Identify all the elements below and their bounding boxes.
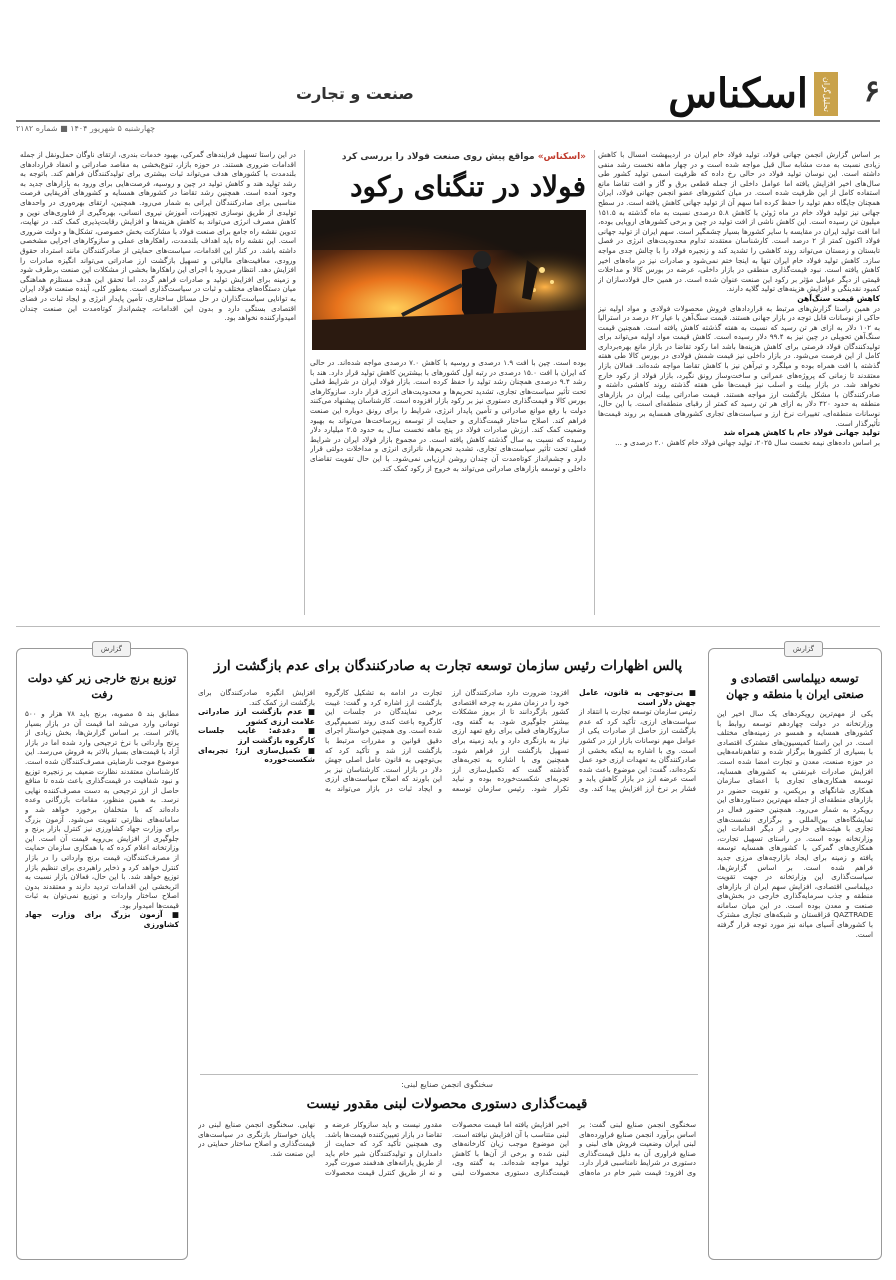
report-badge: گزارش xyxy=(92,641,131,657)
page-number: ۶ xyxy=(863,74,880,109)
lead-kicker xyxy=(310,152,586,162)
lead-body-right xyxy=(598,150,880,610)
steelworker-image xyxy=(312,210,586,350)
report-badge: گزارش xyxy=(784,641,823,657)
article-headline: قیمت‌گذاری دستوری محصولات لبنی مقدور نیست xyxy=(306,1096,588,1112)
lead-subhead-2: تولید جهانی فولاد خام با کاهش همراه شد xyxy=(723,428,880,438)
lead-photo xyxy=(312,210,586,350)
lead-body-right-text: بر اساس گزارش انجمن جهانی فولاد، تولید فولاد خام ایران در اردیبهشت امسال با کاهش زیادی نسبت به مدت مشابه سال قبل مواجه شده است و در چهار ماهه نخست رشد منفی داشته است. این نوسان تولید فولاد در حالی رخ داده که ظرفیت اسمی تولید کشور طی سال‌های اخیر افزایش یافته اما عوامل داخلی از جمله قطعی برق و گاز و افت تقاضا مانع استفاده کامل از این ظرفیت شده است. در میان کشورهای عضو انجمن جهانی فولاد، ایران همچنان جایگاه دهم تولید را حفظ کرده اما سهم آن از تولید جهانی کاهش یافته است. در سطح جهانی نیز تولید فولاد خام در ماه ژوئن با کاهش ۵.۸ درصدی نسبت به ماه گذشته به ۱۵۱.۵ میلیون تن رسیده است. این کاهش ناشی از افت تولید در چین و برخی کشورهای اروپایی بوده، اما افت تولید ایران در مقایسه با سایر کشورها بسیار چشمگیر است. سهم ایران از تولید جهانی فولاد اکنون کمتر از ۲ درصد است. کارشناسان معتقدند تداوم محدودیت‌های انرژی در فصل تابستان و زمستان می‌تواند روند کاهشی را تشدید کند و زنجیره فولاد را با چالش جدی مواجه سازد. کاهش تولید فولاد خام ایران تنها به اینجا ختم نمی‌شود و صادرات نیز در ماه‌های اخیر کاهش یافته است. نبود قیمت‌گذاری منطقی در بازار داخلی، عرضه در بورس کالا و مداخلات قیمتی از دیگر عوامل مؤثر بر رکود این صنعت عنوان شده است. در همین حال فولادسازان از کمبود نقدینگی و افزایش هزینه‌های تولید گلایه دارند. xyxy=(598,150,880,294)
article-subhead: ■ عدم بازگشت ارز صادراتی علامت ارزی کشور xyxy=(198,707,315,726)
article-subhead: ■ آزمون بزرگ برای وزارت جهاد کشاورزی xyxy=(25,910,179,930)
lead-subhead-1: کاهش قیمت سنگ‌آهن xyxy=(797,293,880,303)
lead-body-center: بوده است. چین با افت ۱.۹ درصدی و روسیه با کاهش ۷.۰ درصدی مواجه شده‌اند. در حالی که ایران با افت ۱۵.۰ درصدی در رتبه اول کشورهای با بیشترین کاهش تولید قرار دارد. هند با رشد ۹.۴ درصدی همچنان رشد تولید را حفظ کرده است. بازار فولاد ایران در شرایط فعلی تحت تأثیر سیاست‌های تجاری، تشدید تحریم‌ها و محدودیت‌های انرژی قرار دارد. سازوکارهای بورس کالا و قیمت‌گذاری دستوری نیز بر رکود بازار افزوده است. کارشناسان پیشنهاد می‌کنند دولت با رفع موانع صادراتی و تأمین پایدار انرژی، شرایط را برای رونق دوباره این صنعت فراهم کند. اصلاح ساختار قیمت‌گذاری و حمایت از توسعه زیرساخت‌ها می‌تواند به بهبود وضعیت کمک کند. ارزش صادرات فولاد در پنج ماهه نخست سال به حدود ۲.۵ میلیارد دلار رسیده که نسبت به سال گذشته کاهش یافته است. در مجموع بازار فولاد ایران در شرایط فعلی تحت تأثیر سیاست‌های تجاری، تشدید تحریم‌ها، ناترازی انرژی و مداخلات دولتی قرار دارد و چشم‌انداز کوتاه‌مدت آن چندان روشن ارزیابی نمی‌شود. با این حال تقویت تقاضای داخلی و توسعه بازارهای صادراتی می‌تواند به خروج از رکود کمک کند. xyxy=(310,358,586,473)
lead-kicker-text: مواقع پیش روی صنعت فولاد را بررسی کرد xyxy=(341,152,538,162)
report-box-left xyxy=(16,645,188,1260)
article-body-text: رئیس سازمان توسعه تجارت با انتقاد از سیاست‌های ارزی، تأکید کرد که عدم بازگشت ارز حاصل از صادرات یکی از عوامل مهم نوسانات بازار ارز در کشور است. وی با اشاره به اینکه بخشی از صادرکنندگان به تعهدات ارزی خود عمل نکرده‌اند، گفت: این موضوع باعث شده است عرضه ارز در بازار کاهش یابد و فشار بر نرخ ارز افزایش پیدا کند. وی افزود: ضرورت دارد صادرکنندگان ارز خود را در زمان مقرر به چرخه اقتصادی کشور بازگردانند تا از بروز مشکلات بیشتر جلوگیری شود. به گفته وی، سازوکارهای فعلی برای رفع تعهد ارزی نیاز به بازنگری دارد و باید زمینه برای تسهیل بازگشت ارز فراهم شود. همچنین وی با اشاره به تجربه‌های گذشته گفت که تکمیل‌سازی ارز تجربه‌ای شکست‌خورده بوده و نباید تکرار شود. رئیس سازمان توسعه تجارت در ادامه به تشکیل کارگروه بازگشت ارز اشاره کرد و گفت: غیبت برخی نمایندگان در جلسات این کارگروه باعث کندی روند تصمیم‌گیری شده است. وی همچنین خواستار اجرای دقیق قوانین و مقررات مرتبط با بازگشت ارز شد و تأکید کرد که بی‌توجهی به قانون عامل اصلی جهش دلار در بازار است. کارشناسان نیز بر این باورند که اصلاح سیاست‌های ارزی و ایجاد ثبات در بازار می‌تواند به افزایش انگیزه صادرکنندگان برای بازگشت ارز کمک کند. xyxy=(198,688,696,793)
section-title: صنعت و تجارت xyxy=(296,84,414,103)
report-box-right xyxy=(708,645,882,1260)
article-subhead: ■ بی‌توجهی به قانون، عامل جهش دلار است xyxy=(579,688,696,707)
article-subhead: ■ دغدغه: غایب جلسات کارگروه بازگشت ارز xyxy=(198,726,315,745)
lead-headline: فولاد در تنگنای رکود xyxy=(350,170,586,203)
article-body: سخنگوی انجمن صنایع لبنی گفت: بر اساس برآورد انجمن صنایع فراورده‌های لبنی ایران وضعیت فروش های لبنی و صنایع فراوری آن به دلیل قیمت‌گذاری دستوری در شرایط نامناسبی قرار دارد. وی افزود: قیمت شیر خام در ماه‌های اخیر افزایش یافته اما قیمت محصولات لبنی متناسب با آن افزایش نیافته است. این موضوع موجب زیان کارخانه‌های لبنی شده و برخی از آن‌ها با کاهش تولید مواجه شده‌اند. به گفته وی، قیمت‌گذاری دستوری محصولات لبنی مقدور نیست و باید سازوکار عرضه و تقاضا در بازار تعیین‌کننده قیمت‌ها باشد. وی همچنین تأکید کرد که حمایت از دامداران و تولیدکنندگان شیر خام باید از طریق یارانه‌های هدفمند صورت گیرد و نه از طریق کنترل قیمت محصولات نهایی. سخنگوی انجمن صنایع لبنی در پایان خواستار بازنگری در سیاست‌های قیمت‌گذاری و اصلاح ساختار حمایتی در این صنعت شد. xyxy=(198,1120,696,1177)
logo-tagline: تحلیل‌گران xyxy=(814,72,838,116)
newspaper-logo: اسکناس xyxy=(668,70,808,117)
dateline: چهارشنبه ۵ شهریور ۱۴۰۴ ■ شماره ۲۱۸۲ xyxy=(16,124,156,133)
horizontal-rule xyxy=(16,626,880,627)
column-divider xyxy=(304,150,305,615)
horizontal-rule xyxy=(200,1074,698,1075)
article-headline: توسعه دیپلماسی اقتصادی و صنعتی ایران با منطقه و جهان xyxy=(726,672,864,701)
article-body: یکی از مهم‌ترین رویکردهای یک سال اخیر این وزارتخانه در دولت چهاردهم توسعه روابط با کشورهای همسایه و همسو در زمینه‌های مختلف است. در این راستا کمیسیون‌های مشترک اقتصادی با بسیاری از کشورها برگزار شده و تفاهم‌نامه‌هایی در حوزه صنعت، معدن و تجارت امضا شده است. افزایش صادرات غیرنفتی به کشورهای همسایه، توسعه همکاری‌های تجاری با اعضای سازمان همکاری شانگهای و بریکس، و تقویت حضور در بازارهای منطقه‌ای از جمله مهم‌ترین دستاوردهای این رویکرد به شمار می‌رود. همچنین حضور فعال در نمایشگاه‌های بین‌المللی و برگزاری نشست‌های تجاری با هیئت‌های خارجی از دیگر اقدامات این وزارتخانه بوده است. در راستای تسهیل تجارت، همکاری‌های گمرکی با کشورهای همسایه توسعه یافته و زمینه برای ایجاد بازارچه‌های مرزی جدید فراهم شده است. بر اساس گزارش‌ها، سیاست‌گذاری این وزارتخانه در جهت تقویت دیپلماسی اقتصادی، افزایش سهم ایران از بازارهای منطقه و جذب سرمایه‌گذاری خارجی در بخش‌های صنعت و معدن بوده است. در این میان سامانه QAZTRADE قزاقستان و شبکه‌های تجاری مشترک با کشورهای آسیای میانه نیز مورد توجه قرار گرفته است. xyxy=(717,709,873,939)
lead-body-right-text-3: بر اساس داده‌های نیمه نخست سال ۲۰۲۵، تولید جهانی فولاد خام کاهش ۲.۰ درصدی و ... xyxy=(615,437,880,447)
masthead xyxy=(16,70,880,122)
article-body xyxy=(25,709,179,1249)
lead-body-right-text-2: در همین راستا گزارش‌های مرتبط به قراردادهای فروش محصولات فولادی و مواد اولیه نیز حاکی از نوسانات قابل توجه در بازار جهانی هستند. قیمت سنگ‌آهن با عیار ۶۲ درصد در استرالیا به ۱۰۲ دلار به ازای هر تن رسید که نسبت به هفته گذشته کاهش یافته است. همچنین قیمت سنگ‌آهن تحویلی در چین نیز به ۹۹.۴ دلار رسیده است. کاهش قیمت مواد اولیه می‌تواند برای تولیدکنندگان فولاد فرصتی برای کاهش هزینه‌ها باشد اما رکود تقاضا در بازار مانع بهره‌برداری کامل از این فرصت می‌شود. در بازار داخلی نیز قیمت شمش فولادی در بورس کالا طی هفته گذشته با افت همراه بوده و میلگرد و تیرآهن نیز با کاهش تقاضا مواجه شده‌اند. فعالان بازار معتقدند تا زمانی که پروژه‌های عمرانی و ساخت‌وساز رونق نگیرد، بازار فولاد از رکود خارج نخواهد شد. در بازار بیلت و اسلب نیز قیمت‌ها طی هفته گذشته روند کاهشی داشته و صادرکنندگان با مشکل بازگشت ارز مواجه هستند. قیمت صادراتی بیلت ایران در بازارهای منطقه به حدود ۴۲۰ دلار به ازای هر تن رسید که کمتر از رقبای منطقه‌ای است. با این حال، نوسانات منطقه‌ای، تغییرات نرخ ارز و سیاست‌های تجاری کشورهای همسایه بر روند قیمت‌ها تأثیرگذار است. xyxy=(598,303,880,428)
article-kicker: سخنگوی انجمن صنایع لبنی: xyxy=(401,1080,493,1089)
column-divider xyxy=(594,150,595,615)
article-headline: پالس اظهارات رئیس سازمان توسعه تجارت به صادرکنندگان برای عدم بازگشت ارز xyxy=(213,658,683,674)
lead-kicker-source: «اسکناس» xyxy=(537,152,586,162)
article-subhead: ■ تکمیل‌سازی ارز؛ تجربه‌ای شکست‌خورده xyxy=(198,745,315,765)
lead-body-left: در این راستا تسهیل فرایندهای گمرکی، بهبود خدمات بندری، ارتقای ناوگان حمل‌ونقل از جمله اقدامات ضروری هستند. در حوزه بازار، تنوع‌بخشی به مقاصد صادراتی و انعقاد قراردادهای بلندمدت با کشورهای هدف می‌تواند ثبات بیشتری برای تولیدکنندگان فراهم کند. باتوجه به رشد تولید هند و کاهش تولید در چین و روسیه، فرصت‌هایی برای ورود به بازارهای جدید به وجود آمده است. همچنین رشد تقاضا در کشورهای همسایه و کشورهای آفریقایی فرصت مناسبی برای صادرکنندگان ایرانی به شمار می‌رود. همچنین، ارتقای بهره‌وری در واحدهای تولیدی از طریق نوسازی تجهیزات، آموزش نیروی انسانی، بهره‌گیری از فناوری‌های نوین و کاهش مصرف انرژی می‌تواند به کاهش هزینه‌ها و افزایش رقابت‌پذیری کمک کند. در نهایت، تدوین نقشه راه جامع برای صنعت فولاد با مشارکت بخش خصوصی، تشکل‌ها و دولت ضروری است. این نقشه راه باید اهداف بلندمدت، راهکارهای عملی و سازوکارهای اجرایی مشخصی داشته باشد. در کنار این اقدامات، سیاست‌های حمایتی از صادرکنندگان مانند استرداد حقوق ورودی، معافیت‌های مالیاتی و تسهیل بازگشت ارز صادراتی می‌تواند انگیزه صادرات را افزایش دهد. انتظار می‌رود با اجرای این راهکارها بخشی از مشکلات این صنعت برطرف شود و زمینه برای افزایش تولید و صادرات فراهم گردد. اما تحقق این هدف مستلزم هماهنگی میان دستگاه‌های مختلف و ثبات در سیاست‌گذاری است. به‌طور کلی، آینده صنعت فولاد ایران به توانایی سیاست‌گذاران در حل مسائل ساختاری، تأمین پایدار انرژی و ایجاد ثبات در فضای اقتصادی بستگی دارد و بدون این اقدامات، چشم‌انداز کوتاه‌مدت این صنعت چندان امیدوارکننده نخواهد بود. xyxy=(20,150,296,323)
article-body-text: مطابق بند ۵ مصوبه، برنج باید ۷۸ هزار و ۵۰۰ تومانی وارد می‌شد اما قیمت آن در بازار بسیار بالاتر است. بر اساس گزارش‌ها، بخش زیادی از برنج وارداتی با نرخ ترجیحی وارد شده اما در بازار آزاد با قیمت‌های بسیار بالاتر به فروش می‌رسد. این موضوع موجب نارضایتی مصرف‌کنندگان شده است. کارشناسان معتقدند نظارت ضعیف بر زنجیره توزیع و نبود شفافیت در قیمت‌گذاری باعث شده تا منافع حاصل از ارز ترجیحی به دست مصرف‌کننده نهایی نرسد. به همین منظور، مقامات بازرگانی وعده داده‌اند که با متخلفان برخورد خواهد شد و سامانه‌های نظارتی تقویت می‌شود. آزمون بزرگ برای وزارت جهاد کشاورزی نیز کنترل بازار برنج و جلوگیری از افزایش بی‌رویه قیمت آن است. این وزارتخانه اعلام کرده که با همکاری سازمان حمایت از مصرف‌کنندگان، قیمت برنج وارداتی را در بازار کنترل خواهد کرد و ذخایر راهبردی برای تنظیم بازار توزیع خواهد شد. با این حال، فعالان بازار نسبت به اثربخشی این اقدامات تردید دارند و معتقدند بدون اصلاح ساختار واردات و توزیع نمی‌توان به ثبات قیمت‌ها امیدوار بود. xyxy=(25,709,179,910)
article-headline: توزیع برنج خارجی زیر کفِ دولت رفت xyxy=(27,672,177,701)
article-body xyxy=(198,688,696,1068)
